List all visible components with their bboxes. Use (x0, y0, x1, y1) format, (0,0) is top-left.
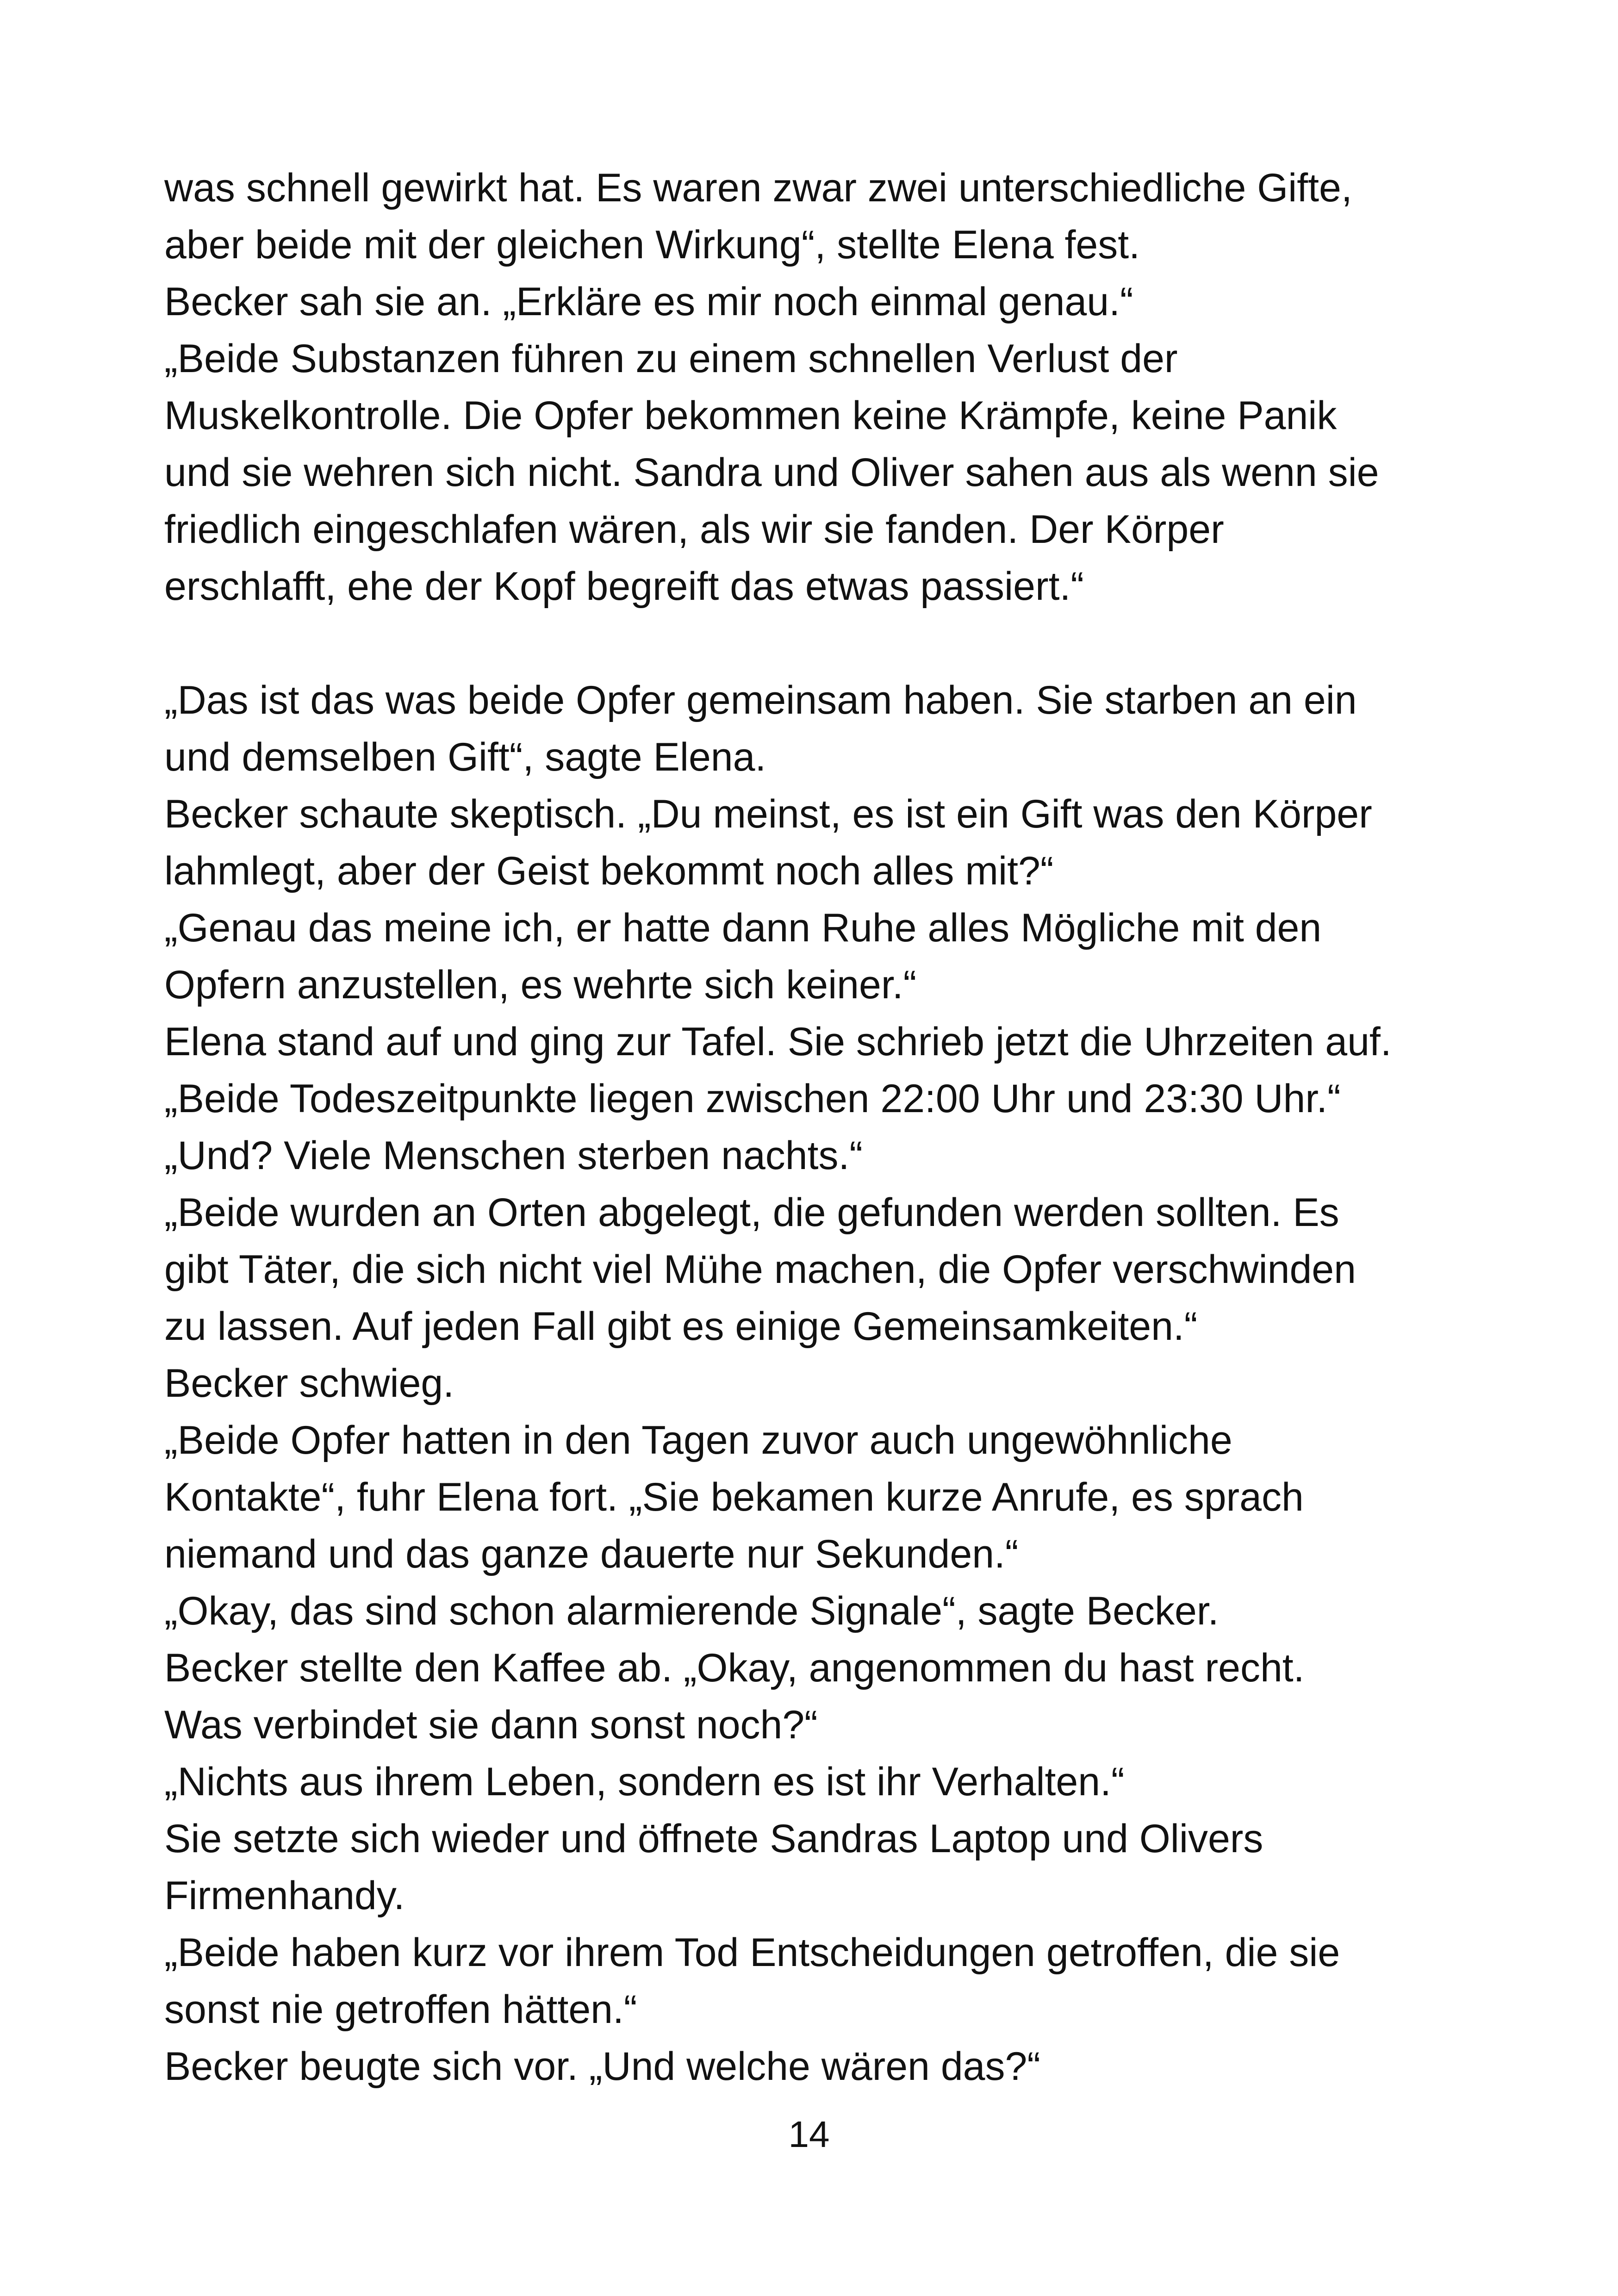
text-line: und demselben Gift“, sagte Elena. (164, 735, 766, 779)
text-line: friedlich eingeschlafen wären, als wir sie fanden. Der Körper (164, 507, 1224, 552)
text-line: lahmlegt, aber der Geist bekommt noch alles mit?“ (164, 849, 1054, 893)
text-line: Opfern anzustellen, es wehrte sich keiner.“ (164, 963, 917, 1007)
text-line: gibt Täter, die sich nicht viel Mühe machen, die Opfer verschwinden (164, 1247, 1356, 1292)
text-line: niemand und das ganze dauerte nur Sekunden.“ (164, 1532, 1019, 1576)
page-number: 14 (788, 2114, 830, 2155)
text-line: Muskelkontrolle. Die Opfer bekommen keine Krämpfe, keine Panik (164, 393, 1337, 438)
text-line: Becker stellte den Kaffee ab. „Okay, angenommen du hast recht. (164, 1646, 1305, 1690)
text-line: „Beide haben kurz vor ihrem Tod Entscheidungen getroffen, die sie (164, 1930, 1340, 1975)
text-line: „Das ist das was beide Opfer gemeinsam haben. Sie starben an ein (164, 678, 1357, 722)
paragraph-gap (164, 615, 1479, 672)
text-line: und sie wehren sich nicht. Sandra und Oliver sahen aus als wenn sie (164, 450, 1379, 495)
text-line: „Beide Opfer hatten in den Tagen zuvor auch ungewöhnliche (164, 1418, 1232, 1462)
text-line: Becker sah sie an. „Erkläre es mir noch einmal genau.“ (164, 280, 1133, 324)
text-line: Becker schwieg. (164, 1361, 454, 1406)
text-line: „Und? Viele Menschen sterben nachts.“ (164, 1133, 863, 1178)
text-line: Becker schaute skeptisch. „Du meinst, es ist ein Gift was den Körper (164, 792, 1372, 836)
body-text (164, 160, 1479, 2095)
text-line: erschlafft, ehe der Kopf begreift das etwas passiert.“ (164, 564, 1084, 609)
text-line: Firmenhandy. (164, 1873, 405, 1918)
text-line: was schnell gewirkt hat. Es waren zwar zwei unterschiedliche Gifte, (164, 166, 1352, 210)
text-line: „Beide Todeszeitpunkte liegen zwischen 22:00 Uhr und 23:30 Uhr.“ (164, 1076, 1341, 1121)
text-line: „Genau das meine ich, er hatte dann Ruhe alles Mögliche mit den (164, 906, 1322, 950)
text-line: aber beide mit der gleichen Wirkung“, stellte Elena fest. (164, 223, 1140, 267)
text-line: Was verbindet sie dann sonst noch?“ (164, 1703, 818, 1747)
text-line: „Beide wurden an Orten abgelegt, die gefunden werden sollten. Es (164, 1190, 1339, 1235)
text-line: Becker beugte sich vor. „Und welche wären das?“ (164, 2044, 1040, 2089)
text-line: „Okay, das sind schon alarmierende Signale“, sagte Becker. (164, 1589, 1219, 1633)
text-line: Elena stand auf und ging zur Tafel. Sie schrieb jetzt die Uhrzeiten auf. (164, 1020, 1392, 1064)
text-line: Kontakte“, fuhr Elena fort. „Sie bekamen kurze Anrufe, es sprach (164, 1475, 1304, 1519)
text-line: „Beide Substanzen führen zu einem schnellen Verlust der (164, 336, 1178, 381)
text-line: „Nichts aus ihrem Leben, sondern es ist ihr Verhalten.“ (164, 1760, 1125, 1804)
text-line: sonst nie getroffen hätten.“ (164, 1987, 637, 2032)
text-line: Sie setzte sich wieder und öffnete Sandras Laptop und Olivers (164, 1817, 1263, 1861)
text-line: zu lassen. Auf jeden Fall gibt es einige Gemeinsamkeiten.“ (164, 1304, 1198, 1349)
